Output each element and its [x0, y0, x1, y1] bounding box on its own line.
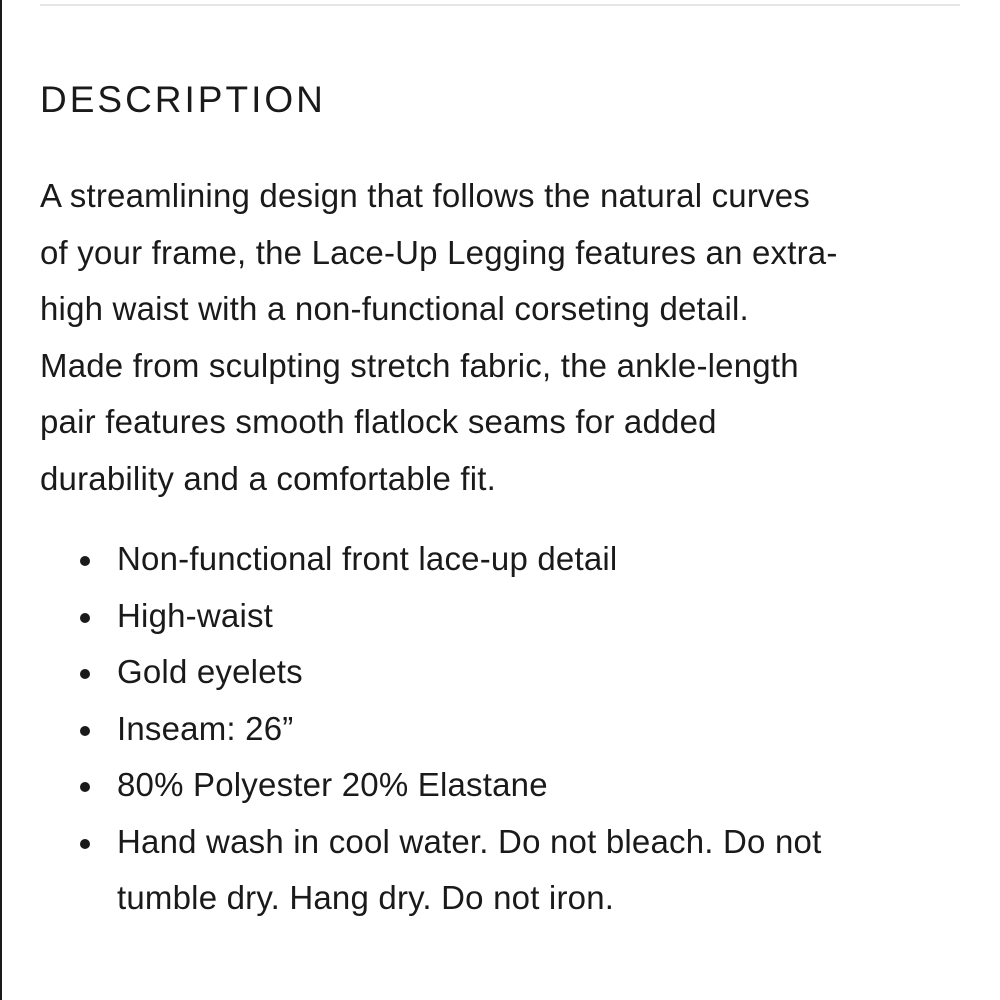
top-divider: [40, 4, 960, 6]
feature-text: tumble dry. Hang dry. Do not iron.: [117, 879, 615, 916]
description-line: A streamlining design that follows the natural curves: [40, 177, 811, 214]
feature-text: Non-functional front lace-up detail: [117, 540, 618, 577]
description-line: Made from sculpting stretch fabric, the ankle-length: [40, 346, 799, 384]
description-line: of your frame, the Lace-Up Legging features an extra-: [40, 233, 838, 271]
bullet-dot-icon: [80, 726, 90, 736]
feature-item: [40, 814, 940, 927]
description-line: durability and a comfortable fit.: [40, 459, 496, 497]
feature-item: [40, 644, 940, 701]
feature-item: [40, 757, 940, 814]
feature-item: [40, 588, 940, 645]
feature-item: [40, 701, 940, 758]
feature-text: Gold eyelets: [117, 653, 303, 690]
bullet-dot-icon: [80, 556, 90, 566]
description-text: [40, 168, 940, 507]
bullet-dot-icon: [80, 839, 90, 849]
feature-list: [40, 531, 940, 927]
feature-text: Hand wash in cool water. Do not bleach. Do not: [117, 822, 822, 860]
description-line: pair features smooth flatlock seams for added: [40, 403, 717, 440]
feature-text: 80% Polyester 20% Elastane: [117, 766, 548, 803]
section-title: DESCRIPTION: [40, 79, 326, 120]
feature-item: [40, 531, 940, 588]
bullet-dot-icon: [80, 782, 90, 792]
feature-text: Inseam: 26”: [117, 709, 294, 747]
bullet-dot-icon: [80, 669, 90, 679]
description-line: high waist with a non-functional corseting detail.: [40, 290, 749, 327]
left-edge-border: [0, 0, 2, 1000]
bullet-dot-icon: [80, 613, 90, 623]
feature-text: High-waist: [117, 596, 274, 634]
